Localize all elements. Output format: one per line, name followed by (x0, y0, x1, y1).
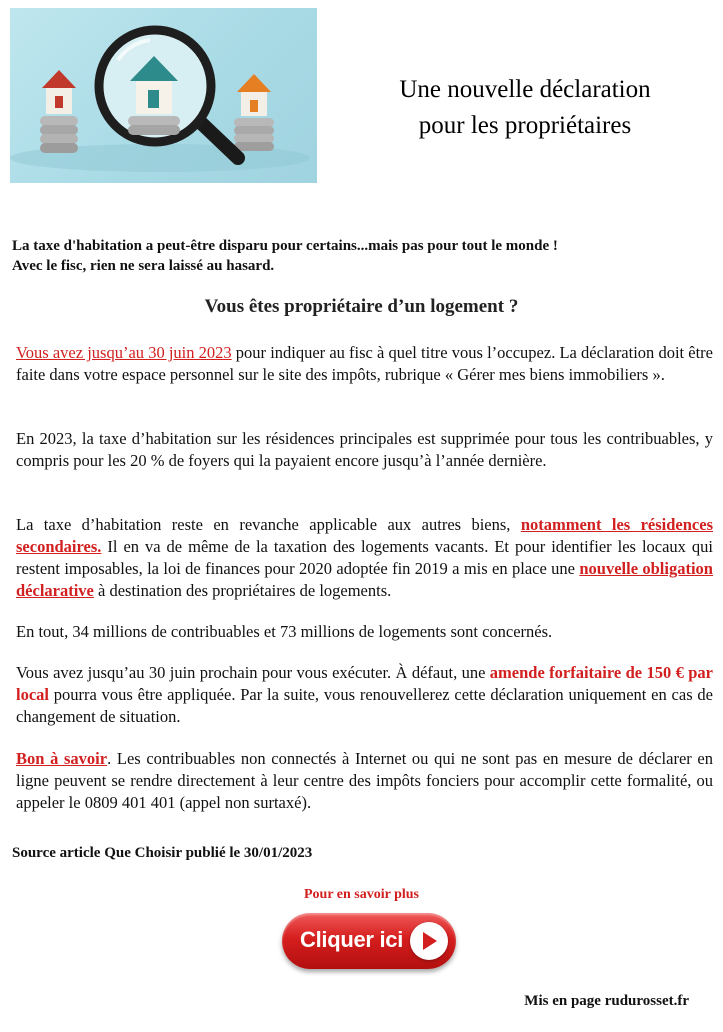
hero-image (10, 8, 317, 183)
intro-line-2: Avec le fisc, rien ne sera laissé au hasard. (12, 258, 275, 274)
play-arrow-icon (410, 922, 448, 960)
paragraph-good-to-know-text: . Les contribuables non connectés à Internet ou qui ne sont pas en mesure de déclarer en ligne peuvent se rendre directement à leur centre des impôts fonciers pour accomplir cette formalité, ou appeler le 0809 401 401 (appel non surtaxé). (16, 749, 713, 812)
paragraph-good-to-know (16, 748, 713, 814)
magnifier-houses-icon (10, 8, 317, 183)
paragraph-obligation-c: Il en va de même de la taxation des logements vacants. Et pour identifier les locaux qui restent imposables, la loi de finances pour 2020 adoptée fin 2019 a mis en place une (16, 537, 713, 578)
learn-more-caption: Pour en savoir plus (303, 887, 419, 902)
paragraph-penalty-c: pourra vous être appliquée. Par la suite, vous renouvellerez cette déclaration uniquement en cas de changement de situation. (16, 685, 713, 726)
paragraph-figures: En tout, 34 millions de contribuables et 73 millions de logements sont concernés. (16, 622, 553, 641)
secondary-residences-highlight: notamment les résidences secondaires. (16, 515, 714, 556)
section-subtitle: Vous êtes propriétaire d’un logement ? (204, 296, 519, 317)
page-title (330, 72, 720, 144)
paragraph-deadline-text: pour indiquer au fisc à quel titre vous l’occupez. La déclaration doit être faite dans votre espace personnel sur le site des impôts, rubrique « Gérer mes biens immobiliers ». (16, 343, 713, 384)
source-credit: Source article Que Choisir publié le 30/01/2023 (12, 845, 313, 861)
layout-credit: Mis en page rudurosset.fr (524, 993, 689, 1009)
intro-line-1: La taxe d'habitation a peut-être disparu pour certains...mais pas pour tout le monde ! (12, 238, 558, 254)
good-to-know-label: Bon à savoir (16, 749, 108, 768)
click-here-button[interactable] (282, 913, 456, 969)
intro-text (12, 236, 712, 276)
deadline-highlight: Vous avez jusqu’au 30 juin 2023 (16, 343, 232, 362)
paragraph-penalty-a: Vous avez jusqu’au 30 juin prochain pour vous exécuter. À défaut, une (16, 663, 490, 682)
paragraph-obligation-a: La taxe d’habitation reste en revanche applicable aux autres biens, (16, 515, 521, 534)
paragraph-obligation-e: à destination des propriétaires de logements. (93, 581, 392, 600)
penalty-highlight: amende forfaitaire de 150 € par local (16, 663, 713, 704)
declarative-obligation-highlight: nouvelle obligation déclarative (16, 559, 713, 600)
title-line-2: pour les propriétaires (418, 112, 632, 139)
paragraph-suppression: En 2023, la taxe d’habitation sur les résidences principales est supprimée pour tous les contribuables, y compris pour les 20 % de foyers qui la payaient encore jusqu’à l’année dernière. (16, 429, 713, 470)
title-line-1: Une nouvelle déclaration (399, 76, 651, 103)
click-here-label: Cliquer ici (300, 927, 404, 952)
paragraph-penalty (16, 662, 713, 728)
paragraph-obligation (16, 514, 713, 602)
paragraph-deadline (16, 342, 713, 386)
